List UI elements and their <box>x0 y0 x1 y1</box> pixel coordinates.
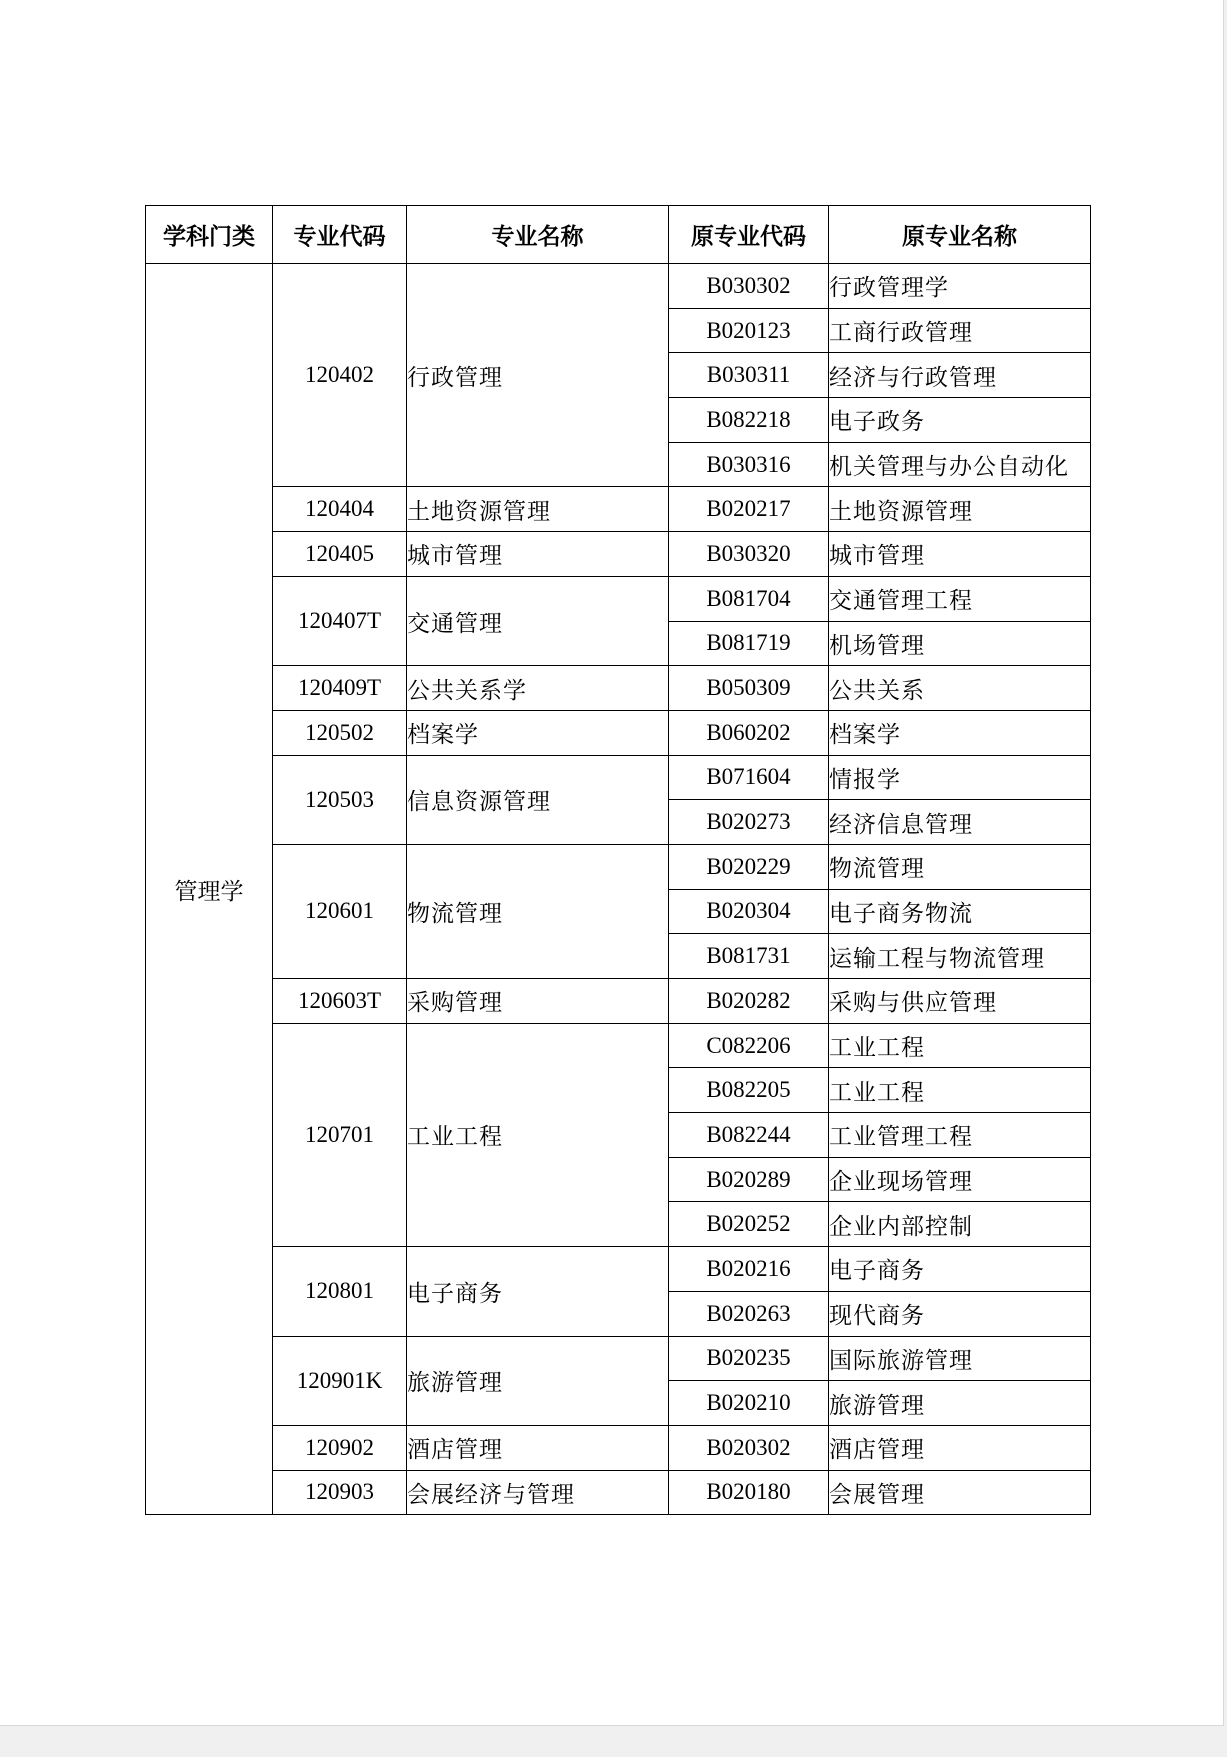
table-row <box>146 576 1091 621</box>
orig-code-cell: B020263 <box>669 1291 829 1336</box>
major-name-cell: 档案学 <box>407 710 669 755</box>
table-body <box>146 264 1091 1515</box>
header-category: 学科门类 <box>146 206 273 264</box>
major-code-cell: 120903 <box>273 1470 407 1515</box>
orig-name-cell: 电子政务 <box>829 398 1091 443</box>
orig-code-cell: B060202 <box>669 710 829 755</box>
major-code-cell: 120405 <box>273 532 407 577</box>
major-name-cell: 行政管理 <box>407 264 669 487</box>
orig-code-cell: B071604 <box>669 755 829 800</box>
orig-code-cell: C082206 <box>669 1023 829 1068</box>
orig-code-cell: B020217 <box>669 487 829 532</box>
table-row <box>146 1336 1091 1381</box>
table-row <box>146 666 1091 711</box>
major-name-cell: 电子商务 <box>407 1247 669 1336</box>
orig-name-cell: 企业现场管理 <box>829 1157 1091 1202</box>
major-name-cell: 酒店管理 <box>407 1425 669 1470</box>
major-name-cell: 工业工程 <box>407 1023 669 1246</box>
major-name-cell: 交通管理 <box>407 576 669 665</box>
orig-name-cell: 城市管理 <box>829 532 1091 577</box>
orig-name-cell: 公共关系 <box>829 666 1091 711</box>
orig-code-cell: B020302 <box>669 1425 829 1470</box>
major-code-cell: 120901K <box>273 1336 407 1425</box>
header-code: 专业代码 <box>273 206 407 264</box>
orig-name-cell: 行政管理学 <box>829 264 1091 309</box>
major-code-cell: 120404 <box>273 487 407 532</box>
orig-name-cell: 经济与行政管理 <box>829 353 1091 398</box>
major-code-cell: 120601 <box>273 844 407 978</box>
orig-name-cell: 情报学 <box>829 755 1091 800</box>
orig-name-cell: 机关管理与办公自动化 <box>829 442 1091 487</box>
orig-name-cell: 工商行政管理 <box>829 308 1091 353</box>
major-code-cell: 120603T <box>273 979 407 1024</box>
orig-name-cell: 物流管理 <box>829 844 1091 889</box>
orig-name-cell: 工业管理工程 <box>829 1113 1091 1158</box>
orig-code-cell: B020289 <box>669 1157 829 1202</box>
header-name: 专业名称 <box>407 206 669 264</box>
table-row <box>146 1425 1091 1470</box>
orig-name-cell: 经济信息管理 <box>829 800 1091 845</box>
major-mapping-table <box>145 205 1091 1515</box>
orig-code-cell: B020304 <box>669 889 829 934</box>
table-row <box>146 755 1091 800</box>
major-name-cell: 土地资源管理 <box>407 487 669 532</box>
orig-code-cell: B020210 <box>669 1381 829 1426</box>
major-name-cell: 公共关系学 <box>407 666 669 711</box>
orig-name-cell: 旅游管理 <box>829 1381 1091 1426</box>
orig-name-cell: 国际旅游管理 <box>829 1336 1091 1381</box>
major-name-cell: 旅游管理 <box>407 1336 669 1425</box>
orig-code-cell: B020216 <box>669 1247 829 1292</box>
orig-name-cell: 采购与供应管理 <box>829 979 1091 1024</box>
table-row <box>146 1247 1091 1292</box>
table-row <box>146 844 1091 889</box>
orig-name-cell: 酒店管理 <box>829 1425 1091 1470</box>
header-row <box>146 206 1091 264</box>
table-row <box>146 532 1091 577</box>
orig-code-cell: B081731 <box>669 934 829 979</box>
orig-code-cell: B020123 <box>669 308 829 353</box>
orig-name-cell: 工业工程 <box>829 1023 1091 1068</box>
orig-code-cell: B020235 <box>669 1336 829 1381</box>
orig-name-cell: 现代商务 <box>829 1291 1091 1336</box>
orig-code-cell: B082218 <box>669 398 829 443</box>
major-code-cell: 120801 <box>273 1247 407 1336</box>
major-name-cell: 城市管理 <box>407 532 669 577</box>
orig-name-cell: 企业内部控制 <box>829 1202 1091 1247</box>
table-row <box>146 487 1091 532</box>
orig-code-cell: B030320 <box>669 532 829 577</box>
orig-code-cell: B020252 <box>669 1202 829 1247</box>
category-cell: 管理学 <box>146 264 273 1515</box>
orig-name-cell: 机场管理 <box>829 621 1091 666</box>
header-orig-code: 原专业代码 <box>669 206 829 264</box>
orig-code-cell: B020180 <box>669 1470 829 1515</box>
major-name-cell: 信息资源管理 <box>407 755 669 844</box>
major-name-cell: 采购管理 <box>407 979 669 1024</box>
orig-name-cell: 交通管理工程 <box>829 576 1091 621</box>
table-row <box>146 264 1091 309</box>
orig-name-cell: 运输工程与物流管理 <box>829 934 1091 979</box>
table-row <box>146 710 1091 755</box>
orig-code-cell: B030316 <box>669 442 829 487</box>
orig-code-cell: B020229 <box>669 844 829 889</box>
major-code-cell: 120701 <box>273 1023 407 1246</box>
orig-name-cell: 工业工程 <box>829 1068 1091 1113</box>
table-row <box>146 979 1091 1024</box>
header-orig-name: 原专业名称 <box>829 206 1091 264</box>
orig-name-cell: 电子商务物流 <box>829 889 1091 934</box>
major-name-cell: 会展经济与管理 <box>407 1470 669 1515</box>
orig-code-cell: B082205 <box>669 1068 829 1113</box>
major-name-cell: 物流管理 <box>407 844 669 978</box>
orig-name-cell: 会展管理 <box>829 1470 1091 1515</box>
orig-name-cell: 档案学 <box>829 710 1091 755</box>
major-code-cell: 120503 <box>273 755 407 844</box>
major-code-cell: 120407T <box>273 576 407 665</box>
orig-name-cell: 电子商务 <box>829 1247 1091 1292</box>
table-row <box>146 1023 1091 1068</box>
orig-code-cell: B030311 <box>669 353 829 398</box>
orig-code-cell: B050309 <box>669 666 829 711</box>
orig-code-cell: B030302 <box>669 264 829 309</box>
major-code-cell: 120409T <box>273 666 407 711</box>
table-row <box>146 1470 1091 1515</box>
orig-code-cell: B020273 <box>669 800 829 845</box>
major-code-cell: 120402 <box>273 264 407 487</box>
orig-code-cell: B082244 <box>669 1113 829 1158</box>
orig-code-cell: B081719 <box>669 621 829 666</box>
orig-name-cell: 土地资源管理 <box>829 487 1091 532</box>
major-code-cell: 120902 <box>273 1425 407 1470</box>
orig-code-cell: B081704 <box>669 576 829 621</box>
major-code-cell: 120502 <box>273 710 407 755</box>
orig-code-cell: B020282 <box>669 979 829 1024</box>
